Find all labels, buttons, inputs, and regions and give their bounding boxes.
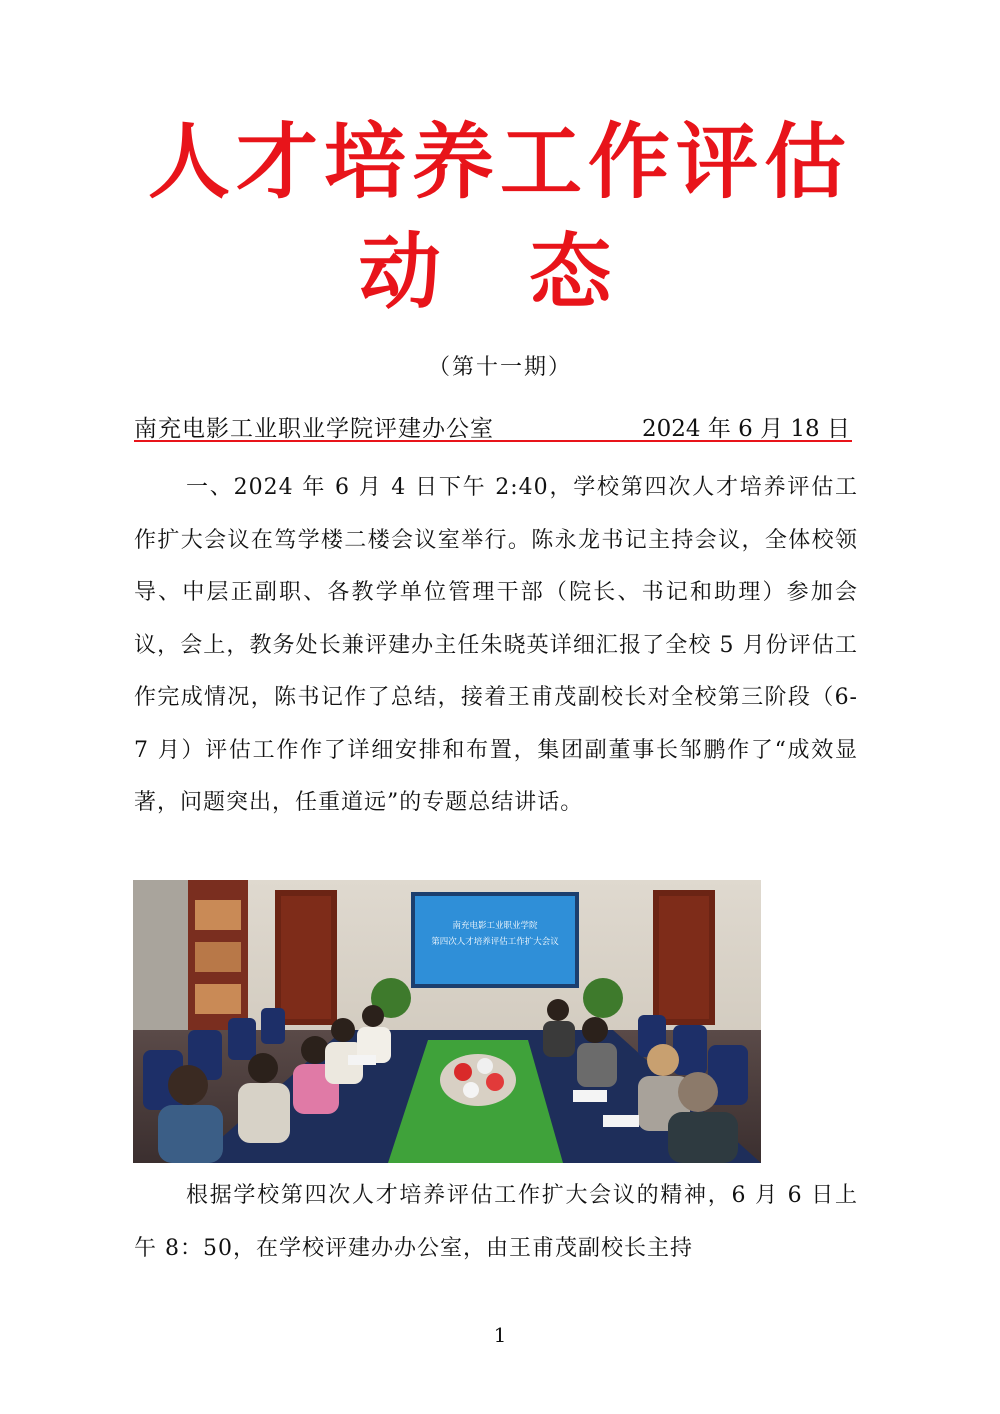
masthead-row [134,410,852,444]
document-title-line1: 人才培养工作评估 [147,115,852,210]
issuing-organization: 南充电影工业职业学院评建办公室 [134,416,494,442]
meeting-photo [133,880,761,1163]
issue-number: （第十一期） [427,355,572,380]
issue-date: 2024 年 6 月 18 日 [642,416,850,442]
body-paragraph-2: 根据学校第四次人才培养评估工作扩大会议的精神，6 月 6 日上午 8：50，在学校评建办办公室，由王甫茂副校长主持 [134,1183,858,1261]
red-divider-rule [134,440,852,442]
screen-caption-line2: 第四次人才培养评估工作扩大会议 [431,937,559,947]
body-paragraph-1: 一、2024 年 6 月 4 日下午 2:40，学校第四次人才培养评估工作扩大会议在笃学楼二楼会议室举行。陈永龙书记主持会议，全体校领导、中层正副职、各教学单位管理干部（院长、书记和助理）参加会议，会上，教务处长兼评建办主任朱晓英详细汇报了全校 5 月份评估工作完成情况，陈书记作了总结，接着王甫茂副校长对全校第三阶段（6-7 月）评估工作作了详细安排和布置，集团副董事长邹鹏作了“成效显著，问题突出，任重道远”的专题总结讲话。 [134,475,858,815]
page-number: 1 [493,1323,507,1347]
screen-caption-line1: 南充电影工业职业学院 [452,921,538,931]
document-title-line2: 动 态 [358,225,642,320]
